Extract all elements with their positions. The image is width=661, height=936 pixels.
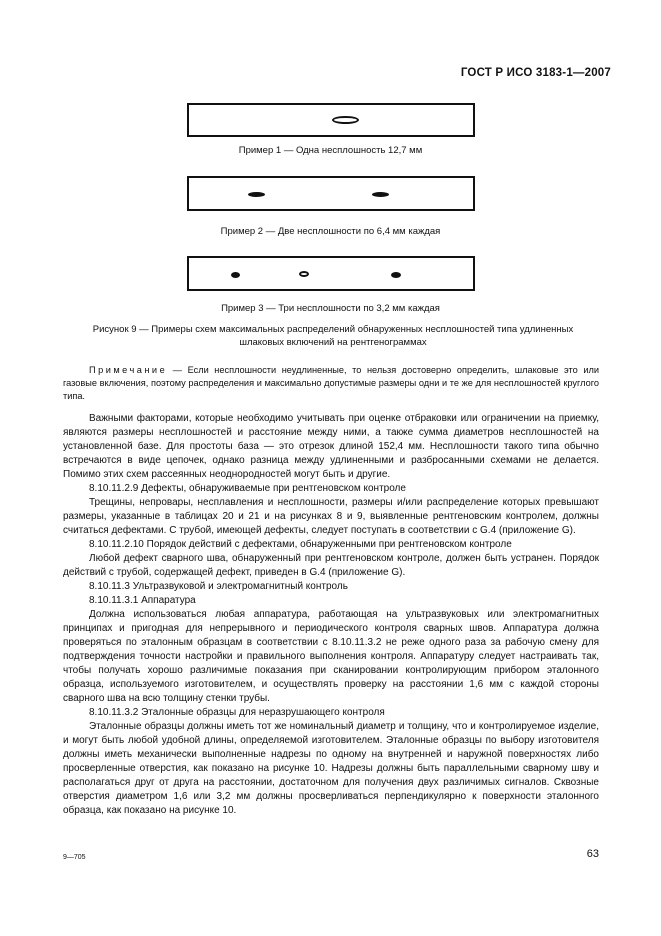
figure-title-line: Рисунок 9 — Примеры схем максимальных распределений обнаруженных несплошностей типа удлиненных [92, 324, 574, 335]
paragraph: Эталонные образцы должны иметь тот же номинальный диаметр и толщину, что и контролируемое изделие, и могут быть любой удобной длины, определяемой изготовителем. Эталонные образцы по выбору изготовителя должны иметь механически выполненные надрезы по одному на внутренней и наружной поверхностях либо просверленные отверстия, как показано на рисунке 10. Надрезы должны быть параллельными сварному шву и располагаться друг от друга на расстоянии, достаточном для получения двух различимых сигналов. Сквозные отверстия диаметром 1,6 или 3,2 мм должны просверливаться перпендикулярно к поверхности эталонного образца, как показано на рисунке 10. [63, 721, 599, 816]
note-text: — Если несплошности неудлиненные, то нельзя достоверно определить, шлаковые это или газовые включения, поэтому распределения и максимально допустимые размеры одни и те же для несплошностей круглого типа. [63, 365, 599, 401]
print-code: 9—705 [63, 854, 86, 861]
example-2-caption: Пример 2 — Две несплошности по 6,4 мм каждая [220, 226, 441, 237]
flaw-mark [391, 272, 401, 278]
note-paragraph [63, 364, 599, 403]
example-3-diagram [187, 256, 475, 291]
flaw-mark [231, 272, 240, 278]
example-1-diagram [187, 103, 475, 137]
example-3-caption: Пример 3 — Три несплошности по 3,2 мм каждая [221, 303, 440, 314]
body-text [63, 364, 599, 818]
note-label: Примечание [89, 365, 168, 375]
document-id: ГОСТ Р ИСО 3183-1—2007 [460, 67, 611, 79]
figure-title-line: шлаковых включений на рентгенограммах [239, 337, 427, 348]
figure-title [68, 323, 598, 349]
page-number: 63 [586, 848, 599, 860]
example-1-caption: Пример 1 — Одна несплошность 12,7 мм [238, 145, 423, 156]
flaw-mark [372, 192, 389, 197]
section-heading: 8.10.11.3.1 Аппаратура [89, 595, 196, 606]
example-2-diagram [187, 176, 475, 211]
paragraph: Важными факторами, которые необходимо учитывать при оценке отбраковки или ограничении на приемку, являются размеры несплошностей и расстояние между ними, а также сумма диаметров несплошностей на установленной базе. Для простоты база — это отрезок длиной 152,4 мм. Несплошности такого типа обычно встречаются в виде цепочек, однако разница между удлиненными и разбросанными схемами не делается. Помимо этих схем рассеянных неоднородностей могут быть и другие. [63, 413, 599, 480]
section-heading: 8.10.11.2.9 Дефекты, обнаруживаемые при рентгеновском контроле [89, 483, 406, 494]
flaw-mark [299, 271, 309, 277]
flaw-mark [248, 192, 265, 197]
section-heading: 8.10.11.3 Ультразвуковой и электромагнитный контроль [89, 581, 348, 592]
paragraph: Любой дефект сварного шва, обнаруженный при рентгеновском контроле, должен быть устранен. Порядок действий с трубой, содержащей дефект, приведен в G.4 (приложение G). [63, 553, 599, 578]
paragraph: Должна использоваться любая аппаратура, работающая на ультразвуковых или электромагнитных принципах и пригодная для непрерывного и периодического контроля сварных швов. Аппаратура должна проверяться по эталонным образцам в соответствии с 8.10.11.3.2 не реже одного раза за рабочую смену для подтверждения точности настройки и правильного выполнения контроля. Аппаратуру следует настраивать так, чтобы получать хорошо различимые показания при сканировании контролирующим прибором эталонного образца, используемого изготовителем, и осуществлять проверку на расстоянии 1,6 мм с каждой стороны сварного шва на всю толщину стенки трубы. [63, 609, 599, 704]
paragraph: Трещины, непровары, несплавления и несплошности, размеры и/или распределение которых превышают размеры, указанные в таблицах 20 и 21 и на рисунках 8 и 9, выявленные рентгеновским контролем, должны считаться дефектами. С трубой, имеющей дефекты, следует поступать в соответствии с G.4 (приложение G). [63, 497, 599, 536]
section-heading: 8.10.11.3.2 Эталонные образцы для неразрушающего контроля [89, 707, 385, 718]
flaw-mark [332, 116, 359, 124]
section-heading: 8.10.11.2.10 Порядок действий с дефектами, обнаруженными при рентгеновском контроле [89, 539, 512, 550]
